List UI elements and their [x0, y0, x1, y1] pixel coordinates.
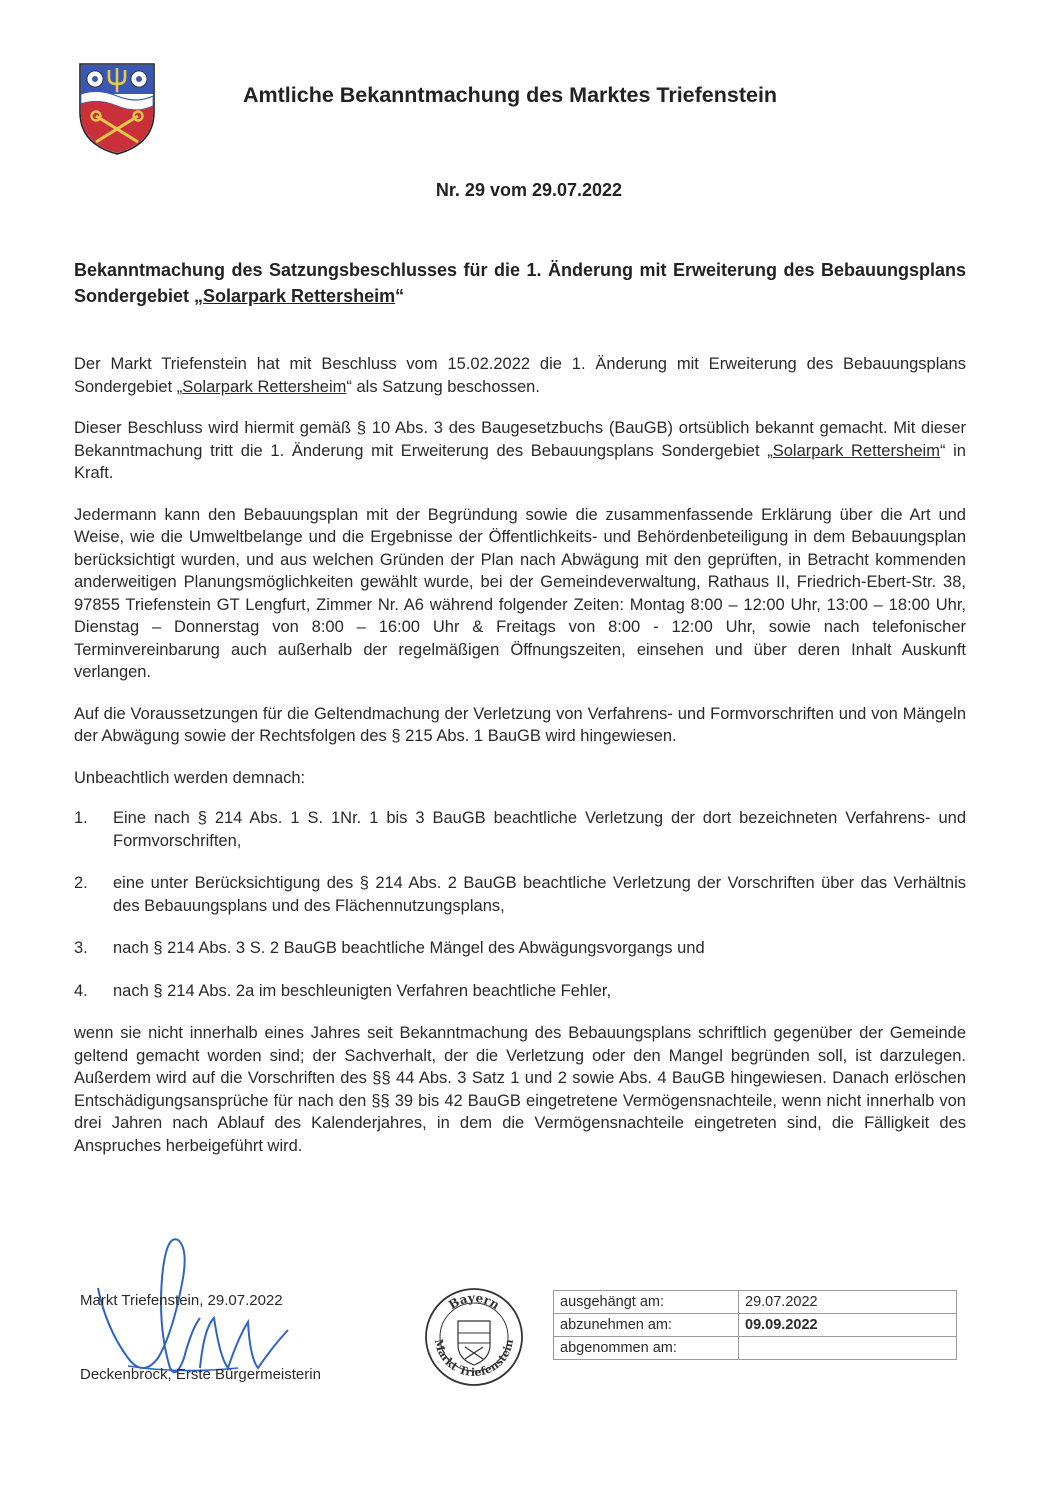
list-item-number: 3.	[74, 939, 88, 957]
list-item-text: Eine nach § 214 Abs. 1 S. 1Nr. 1 bis 3 BauGB beachtliche Verletzung der dort bezeichneten Verfahrens- und Formvorschriften,	[113, 809, 966, 850]
posting-label: abgenommen am:	[554, 1337, 739, 1360]
paragraph-text: “ in Kraft.	[74, 441, 966, 482]
paragraph-announcement	[74, 417, 966, 485]
list-item-text: nach § 214 Abs. 3 S. 2 BauGB beachtliche Mängel des Abwägungsvorgangs und	[113, 939, 705, 957]
official-seal-stamp	[423, 1285, 525, 1389]
plan-name: Solarpark Rettersheim	[772, 441, 940, 460]
posting-record-table	[553, 1290, 957, 1360]
paragraph-deadline: wenn sie nicht innerhalb eines Jahres seit Bekanntmachung des Bebauungsplans schriftlich gegenüber der Gemeinde geltend gemacht worden sind; der Sachverhalt, der die Verletzung oder den Mangel begründen soll, ist darzulegen. Außerdem wird auf die Vorschriften des §§ 44 Abs. 3 Satz 1 und 2 sowie Abs. 4 BauGB hingewiesen. Danach erlöschen Entschädigungsansprüche für nach den §§ 39 bis 42 BauGB eingetretene Vermögensnachteile, wenn nicht innerhalb von drei Jahren nach Ablauf des Kalenderjahres, in dem die Vermögensnachteile eingetreten sind, die Fälligkeit des Anspruches herbeigeführt wird.	[74, 1024, 966, 1155]
document-body	[74, 353, 966, 1176]
posting-label: abzunehmen am:	[554, 1314, 739, 1337]
list-item	[74, 937, 966, 960]
subject-quote-close: “	[395, 286, 405, 306]
coat-of-arms-logo	[78, 62, 156, 156]
paragraph-resolution	[74, 353, 966, 398]
paragraph-text: Dieser Beschluss wird hiermit gemäß § 10 Abs. 3 des Baugesetzbuchs (BauGB) ortsüblich bekannt gemacht. Mit dieser Bekanntmachung tritt die 1. Änderung mit Erweiterung des Bebauungsplans Sondergebiet „	[74, 419, 966, 460]
paragraph-list-intro: Unbeachtlich werden demnach:	[74, 768, 306, 787]
paragraph-text: “ als Satzung beschossen.	[346, 377, 540, 396]
list-item-text: eine unter Berücksichtigung des § 214 Abs. 2 BauGB beachtliche Verletzung der Vorschriften über das Verhältnis des Bebauungsplans und des Flächennutzungsplans,	[113, 874, 966, 915]
paragraph-requirements: Auf die Voraussetzungen für die Geltendmachung der Verletzung von Verfahrens- und Formvorschriften und von Mängeln der Abwägung sowie der Rechtsfolgen des § 215 Abs. 1 BauGB wird hingewiesen.	[74, 704, 966, 745]
paragraph-inspection: Jedermann kann den Bebauungsplan mit der Begründung sowie die zusammenfassende Erklärung über die Art und Weise, wie die Umweltbelange und die Ergebnisse der Öffentlichkeits- und Behördenbeteiligung in dem Bebauungsplan berücksichtigt wurden, und aus welchen Gründen der Plan nach Abwägung mit den geprüften, in Betracht kommenden anderweitigen Planungsmöglichkeiten gewählt wurde, bei der Gemeindeverwaltung, Rathaus II, Friedrich-Ebert-Str. 38, 97855 Triefenstein GT Lengfurt, Zimmer Nr. A6 während folgender Zeiten: Montag 8:00 – 12:00 Uhr, 13:00 – 18:00 Uhr, Dienstag – Donnerstag von 8:00 – 16:00 Uhr & Freitags von 8:00 - 12:00 Uhr, sowie nach telefonischer Terminvereinbarung auch außerhalb der regelmäßigen Öffnungszeiten, einsehen und über deren Inhalt Auskunft verlangen.	[74, 505, 966, 681]
table-row	[554, 1314, 957, 1337]
list-item	[74, 807, 966, 852]
posting-value: 09.09.2022	[739, 1314, 957, 1337]
subject-text: Bekanntmachung des Satzungsbeschlusses für die 1. Änderung mit Erweiterung des Bebauungsplans Sondergebiet	[74, 260, 966, 306]
plan-name: Solarpark Rettersheim	[182, 377, 347, 396]
document-title: Amtliche Bekanntmachung des Marktes Triefenstein	[243, 83, 778, 107]
posting-value	[739, 1337, 957, 1360]
list-item-number: 2.	[74, 874, 88, 892]
irrelevance-list	[74, 807, 966, 1002]
place-and-date: Markt Triefenstein, 29.07.2022	[80, 1292, 283, 1309]
table-row	[554, 1337, 957, 1360]
svg-text:Markt Triefenstein: Markt Triefenstein	[431, 1337, 517, 1380]
posting-value: 29.07.2022	[739, 1291, 957, 1314]
posting-label: ausgehängt am:	[554, 1291, 739, 1314]
paragraph-text: Der Markt Triefenstein hat mit Beschluss vom 15.02.2022 die 1. Änderung mit Erweiterung des Bebauungsplans Sondergebiet „	[74, 355, 966, 396]
list-item	[74, 980, 966, 1003]
list-item-text: nach § 214 Abs. 2a im beschleunigten Verfahren beachtliche Fehler,	[113, 981, 612, 1000]
subject-plan-name: Solarpark Rettersheim	[203, 286, 396, 306]
table-row	[554, 1291, 957, 1314]
list-item	[74, 872, 966, 917]
svg-text:Bayern: Bayern	[446, 1290, 502, 1313]
issue-number: Nr. 29 vom 29.07.2022	[435, 180, 623, 200]
list-item-number: 1.	[74, 809, 88, 827]
subject-heading	[74, 257, 966, 309]
signer-name: Deckenbrock, Erste Bürgermeisterin	[80, 1366, 321, 1383]
subject-quote-open: „	[194, 286, 204, 306]
list-item-number: 4.	[74, 981, 88, 1000]
